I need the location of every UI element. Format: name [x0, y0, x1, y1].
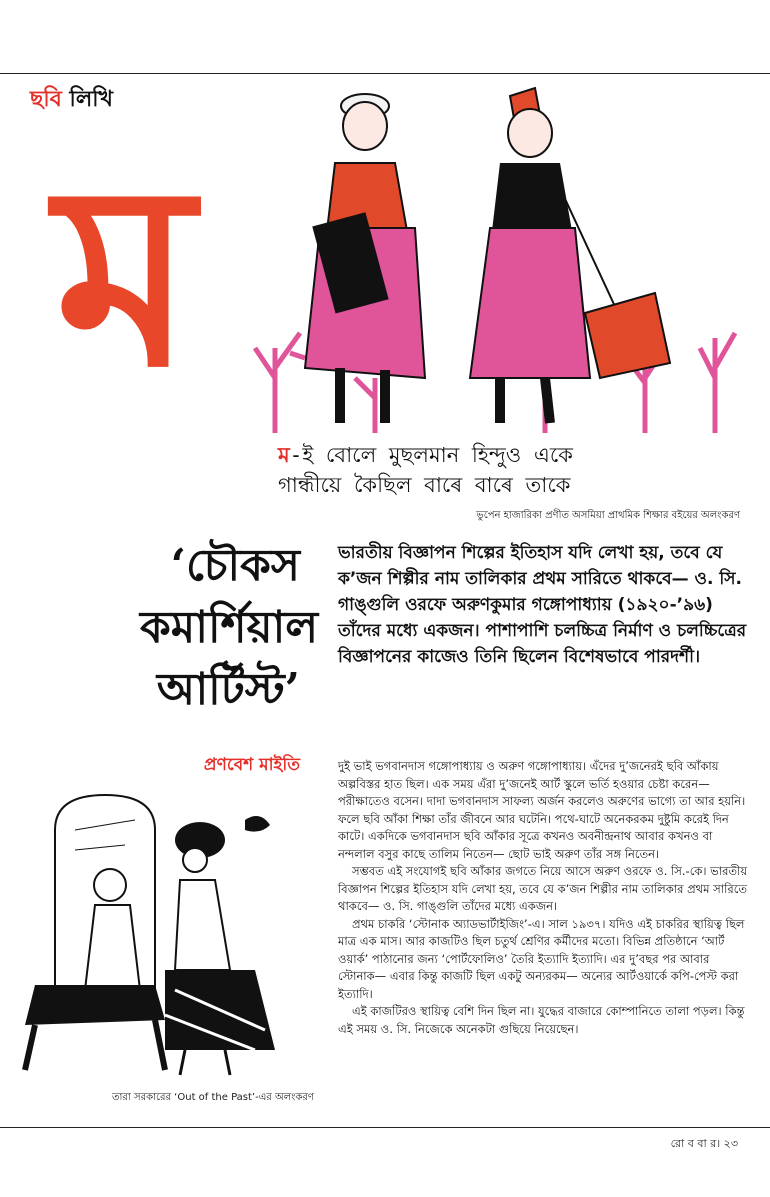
article-title	[140, 535, 319, 721]
article-body	[338, 758, 748, 1038]
rhyme-line-1	[278, 440, 573, 470]
left-boy-figure	[305, 94, 425, 423]
rhyme-line-2: গান্ধীয়ে কৈছিল বাৰে বাৰে তাকে	[278, 473, 571, 497]
section-label	[30, 82, 113, 119]
page-folio: রো ব বা র। ২৩	[670, 1137, 738, 1150]
rhyme-initial: ম	[278, 443, 290, 467]
top-rule	[0, 73, 770, 74]
title-line-3: আর্টিস্ট’	[156, 664, 300, 715]
body-paragraph: দুই ভাই ভগবানদাস গঙ্গোপাধ্যায় ও অরুণ গঙ্গোপাধ্যায়। এঁদের দু’জনেরই ছবি আঁকায় অল্পবিস্তর হাত ছিল। এক সময় এঁরা দু’জনেই আর্ট স্কুলে ভর্তি হওয়ার চেষ্টা করেন— পরীক্ষাতেও বসেন। দাদা ভগবানদাস সাফল্য অর্জন করলেও অরুণের ভাগ্যে তা আর হয়নি। ফলে ছবি আঁকা শিক্ষা তাঁর জীবনে আর ঘটেনি। পথে-ঘাটে অনেকরকম দুষ্টুমি করেই দিন কাটে। একদিকে ভগবানদাস ছবি আঁকার সূত্রে কখনও অবনীন্দ্রনাথ আবার কখনও বা নন্দলাল বসুর কাছে তালিম নিতেন— ছোট ভাই অরুণ তাঁর সঙ্গ নিতেন।	[338, 759, 746, 861]
body-paragraph: এই কাজটিরও স্থায়িত্ব বেশি দিন ছিল না। যুদ্ধের বাজারে কোম্পানিতে তালা পড়ল। কিন্তু এই সময় ও. সি. নিজেকে অনেকটা গুছিয়ে নিয়েছেন।	[338, 1004, 745, 1036]
author-byline: প্রণবেশ মাইতি	[203, 755, 300, 775]
section-word-2: লিখি	[69, 87, 113, 112]
body-paragraph: সম্ভবত এই সংযোগই ছবি আঁকার জগতে নিয়ে আসে অরুণ ওরফে ও. সি.-কে। ভারতীয় বিজ্ঞাপন শিল্পের ইতিহাস যদি লেখা হয়, তবে যে ক’জন শিল্পীর নাম তালিকার প্রথম সারিতে থাকবে— ও. সি. গাঙ্গুলি তাঁদের মধ্যে একজন।	[338, 864, 748, 913]
title-line-1: ‘চৌকস	[170, 540, 300, 591]
title-line-2: কমার্শিয়াল	[140, 602, 319, 653]
section-word-1: ছবি	[30, 87, 62, 112]
rhyme-line-1-rest: -ই বোলে মুছলমান হিন্দুও একে	[289, 443, 573, 467]
decorative-initial-letter: ম	[55, 128, 194, 422]
bottom-rule	[0, 1127, 770, 1128]
top-image-caption: ভুপেন হাজারিকা প্রণীত অসমিয়া প্রাথমিক শিক্ষার বইয়ের অলংকরণ	[476, 510, 740, 521]
couple-illustration	[15, 790, 315, 1080]
two-boys-illustration	[245, 78, 770, 438]
bottom-image-caption: তারা সরকারের ‘Out of the Past’-এর অলংকরণ	[112, 1092, 314, 1103]
rhyme-text	[278, 440, 573, 500]
body-paragraph: প্রথম চাকরি ‘স্টোনাক অ্যাডভার্টাইজিং’-এ। সাল ১৯৩৭। যদিও এই চাকরির স্থায়িত্ব ছিল মাত্র এক মাস। আর কাজটিও ছিল চতুর্থ শ্রেণির কর্মীদের মতো। বিভিন্ন প্রতিষ্ঠানে ‘আর্ট ওয়ার্ক’ পাঠানোর জন্য ‘পোর্টফোলিও’ তৈরি ইত্যাদি ইত্যাদি। এর দু’বছর পর আবার স্টোনাক— এবার কিন্তু কাজটি ছিল একটু অন্যরকম— অন্যের আর্টওয়ার্কে কপি-পেস্ট করা ইত্যাদি।	[338, 916, 745, 1001]
intro-paragraph: ভারতীয় বিজ্ঞাপন শিল্পের ইতিহাস যদি লেখা হয়, তবে যে ক’জন শিল্পীর নাম তালিকার প্রথম সারিতে থাকবে— ও. সি. গাঙ্গুলি ওরফে অরুণকুমার গঙ্গোপাধ্যায় (১৯২০-’৯৬) তাঁদের মধ্যে একজন। পাশাপাশি চলচ্চিত্র নির্মাণ ও চলচ্চিত্রের বিজ্ঞাপনের কাজেও তিনি ছিলেন বিশেষভাবে পারদর্শী।	[338, 543, 747, 667]
